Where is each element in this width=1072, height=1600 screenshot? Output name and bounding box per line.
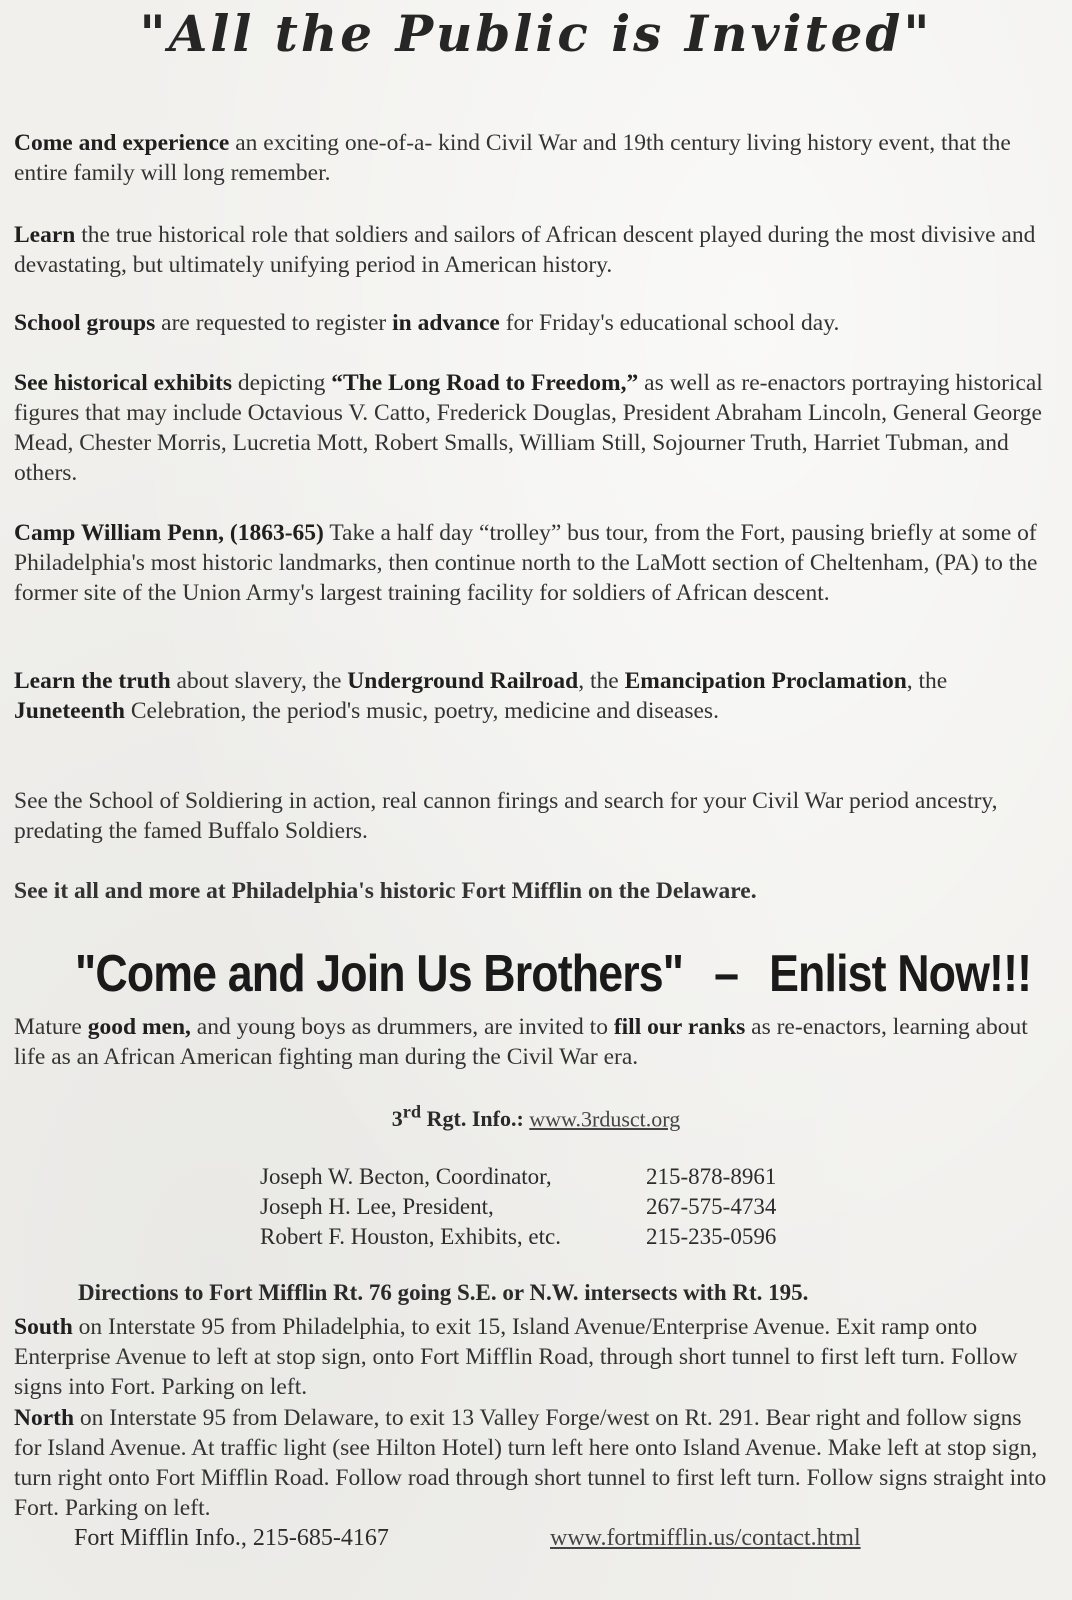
headline: "All the Public is Invited" bbox=[139, 4, 933, 63]
contact-row bbox=[260, 1162, 776, 1192]
paragraph-lead: Camp William Penn, (1863-65) bbox=[14, 520, 324, 546]
paragraph-text: are requested to register bbox=[155, 310, 393, 336]
paragraph-school-groups bbox=[14, 308, 1054, 338]
contacts-list bbox=[260, 1162, 776, 1252]
slogan-left: "Come and Join Us Brothers" bbox=[75, 945, 684, 1003]
paragraph-recruit bbox=[14, 1012, 1054, 1072]
paragraph-emphasis: Juneteenth bbox=[14, 698, 125, 724]
contact-row bbox=[260, 1222, 776, 1252]
contact-phone: 215-878-8961 bbox=[646, 1164, 777, 1189]
paragraph-learn bbox=[14, 220, 1054, 280]
paragraph-emphasis: in advance bbox=[392, 310, 500, 336]
paragraph-soldiering: See the School of Soldiering in action, real cannon firings and search for your Civil War period ancestry, predating the famed Buffalo Soldiers. bbox=[14, 788, 998, 844]
paragraph-emphasis: “The Long Road to Freedom,” bbox=[331, 370, 639, 396]
directions-title: Directions to Fort Mifflin Rt. 76 going S.E. or N.W. intersects with Rt. 195. bbox=[78, 1280, 809, 1305]
paragraph-text: , the bbox=[578, 668, 625, 694]
directions-north bbox=[14, 1403, 1054, 1523]
fort-mifflin-info: Fort Mifflin Info., 215-685-4167 bbox=[74, 1525, 389, 1551]
regiment-website-link[interactable]: www.3rdusct.org bbox=[529, 1106, 681, 1132]
paragraph-text: the true historical role that soldiers and sailors of African descent played during the most divisive and devastating, but ultimately unifying period in American history. bbox=[14, 222, 1036, 278]
slogan bbox=[75, 944, 1032, 1004]
paragraph-lead: Learn the truth bbox=[14, 668, 171, 694]
contact-name: Joseph H. Lee, President, bbox=[260, 1194, 494, 1219]
paragraph-see-it-all: See it all and more at Philadelphia's historic Fort Mifflin on the Delaware. bbox=[14, 878, 757, 904]
directions-north-text: on Interstate 95 from Delaware, to exit 13 Valley Forge/west on Rt. 291. Bear right and follow signs for Island Avenue. At traffic light (see Hilton Hotel) turn left here onto Island Avenue. Make left at stop sign, turn right onto Fort Mifflin Road. Follow road through short tunnel to first left turn. Follow signs straight into Fort. Parking on left. bbox=[14, 1405, 1047, 1521]
contact-name: Robert F. Houston, Exhibits, etc. bbox=[260, 1224, 561, 1249]
paragraph-emphasis: good men, bbox=[87, 1014, 191, 1040]
label-part: Rgt. Info.: bbox=[421, 1106, 524, 1132]
slogan-right: Enlist Now!!! bbox=[769, 945, 1032, 1003]
paragraph-experience bbox=[14, 128, 1054, 188]
paragraph-emphasis: Emancipation Proclamation bbox=[624, 668, 907, 694]
label-sup: rd bbox=[402, 1102, 422, 1122]
directions-south bbox=[14, 1312, 1054, 1402]
paragraph-text: Celebration, the period's music, poetry, medicine and diseases. bbox=[124, 698, 719, 724]
paragraph-camp-william-penn bbox=[14, 518, 1054, 608]
regiment-info-label bbox=[391, 1102, 524, 1132]
contact-name: Joseph W. Becton, Coordinator, bbox=[260, 1164, 552, 1189]
paragraph-text: Mature bbox=[14, 1014, 88, 1040]
paragraph-lead: School groups bbox=[14, 310, 156, 336]
paragraph-exhibits bbox=[14, 368, 1054, 488]
label-part: 3 bbox=[391, 1106, 403, 1132]
paragraph-text: , the bbox=[906, 668, 948, 694]
slogan-dash: – bbox=[714, 945, 739, 1003]
paragraph-emphasis: Underground Railroad bbox=[347, 668, 579, 694]
paragraph-lead: Come and experience bbox=[14, 130, 230, 156]
paragraph-lead: Learn bbox=[14, 222, 76, 248]
fort-mifflin-website-link[interactable]: www.fortmifflin.us/contact.html bbox=[550, 1525, 861, 1551]
paragraph-emphasis: fill our ranks bbox=[613, 1014, 746, 1040]
directions-north-label: North bbox=[14, 1405, 75, 1431]
directions-south-text: on Interstate 95 from Philadelphia, to exit 15, Island Avenue/Enterprise Avenue. Exit ramp onto Enterprise Avenue to left at stop sign, onto Fort Mifflin Road, through short tunnel to first left turn. Follow signs into Fort. Parking on left. bbox=[14, 1314, 1018, 1400]
directions-south-label: South bbox=[14, 1314, 73, 1340]
contact-phone: 215-235-0596 bbox=[646, 1224, 777, 1249]
paragraph-text: as re-enactors, learning about life as an African American fighting man during the Civil War era. bbox=[14, 1014, 1028, 1070]
regiment-info bbox=[0, 1102, 1072, 1132]
paragraph-text: and young boys as drummers, are invited to bbox=[190, 1014, 614, 1040]
contact-row bbox=[260, 1192, 776, 1222]
paragraph-text: as well as re-enactors portraying historical figures that may include Octavious V. Catto, Frederick Douglas, President Abraham Lincoln, General George Mead, Chester Morris, Lucretia Mott, Robert Smalls, William Still, Sojourner Truth, Harriet Tubman, and others. bbox=[14, 370, 1043, 486]
paragraph-learn-truth bbox=[14, 666, 1054, 726]
paragraph-text: depicting bbox=[232, 370, 332, 396]
paragraph-text: an exciting one-of-a- kind Civil War and 19th century living history event, that the entire family will long remember. bbox=[14, 130, 1011, 186]
contact-phone: 267-575-4734 bbox=[646, 1194, 777, 1219]
paragraph-text: for Friday's educational school day. bbox=[499, 310, 840, 336]
paragraph-text: Take a half day “trolley” bus tour, from the Fort, pausing briefly at some of Philadelphia's most historic landmarks, then continue north to the LaMott section of Cheltenham, (PA) to the former site of the Union Army's largest training facility for soldiers of African descent. bbox=[14, 520, 1038, 606]
footer bbox=[74, 1525, 974, 1552]
paragraph-lead: See historical exhibits bbox=[14, 370, 233, 396]
paragraph-text: about slavery, the bbox=[170, 668, 348, 694]
